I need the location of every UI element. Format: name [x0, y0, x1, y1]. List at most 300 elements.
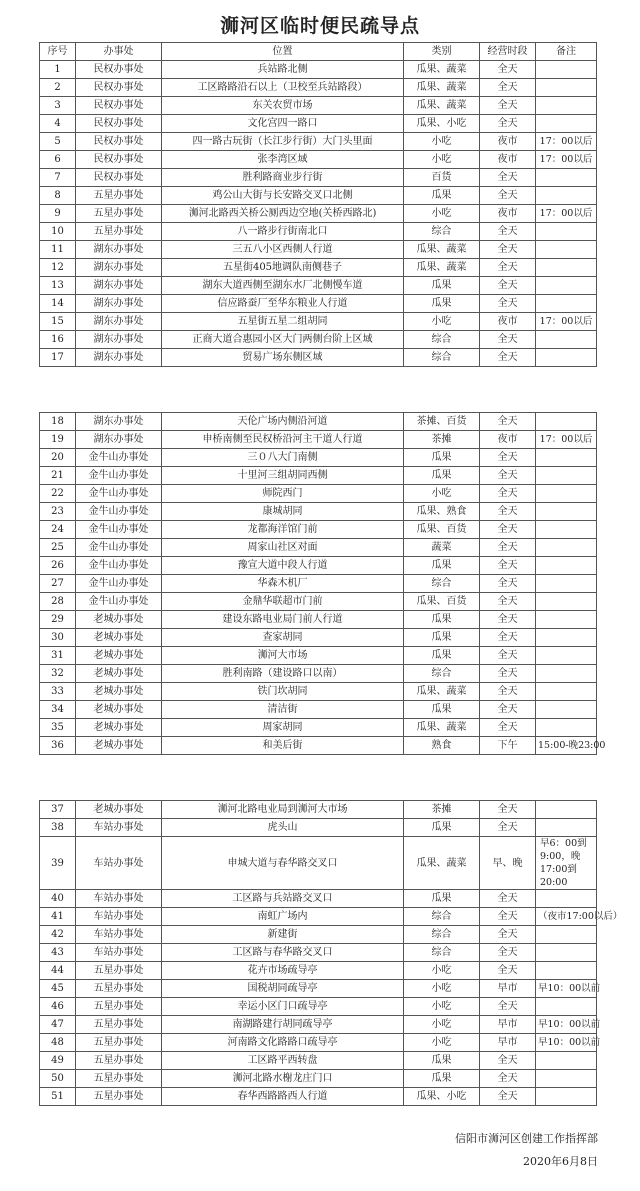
cell-office: 民权办事处 — [76, 115, 162, 133]
table-row — [40, 503, 597, 521]
cell-row-number: 8 — [40, 187, 76, 205]
cell-category: 瓜果 — [404, 701, 480, 719]
table-row — [40, 133, 597, 151]
cell-remark — [536, 819, 597, 837]
cell-remark: 15:00-晚23:00 — [536, 737, 597, 755]
cell-hours: 全天 — [480, 683, 536, 701]
cell-hours: 全天 — [480, 962, 536, 980]
table-row — [40, 1070, 597, 1088]
cell-remark — [536, 719, 597, 737]
cell-hours: 早市 — [480, 1016, 536, 1034]
cell-category: 综合 — [404, 223, 480, 241]
cell-location: 新建街 — [162, 926, 404, 944]
table-row — [40, 1034, 597, 1052]
table-row — [40, 593, 597, 611]
cell-remark — [536, 503, 597, 521]
cell-office: 湖东办事处 — [76, 431, 162, 449]
cell-hours: 全天 — [480, 629, 536, 647]
cell-location: 工区路与兵站路交叉口 — [162, 890, 404, 908]
cell-office: 五星办事处 — [76, 1070, 162, 1088]
table-row — [40, 313, 597, 331]
cell-remark: 17：00以后 — [536, 205, 597, 223]
cell-location: 浉河大市场 — [162, 647, 404, 665]
table-row — [40, 944, 597, 962]
table-row — [40, 737, 597, 755]
column-header-hours: 经营时段 — [480, 43, 536, 61]
cell-category: 小吃 — [404, 998, 480, 1016]
cell-location: 文化宫四一路口 — [162, 115, 404, 133]
cell-office: 金牛山办事处 — [76, 539, 162, 557]
cell-office: 民权办事处 — [76, 97, 162, 115]
cell-office: 金牛山办事处 — [76, 503, 162, 521]
cell-row-number: 16 — [40, 331, 76, 349]
cell-location: 湖东大道西侧至湖东水厂北侧慢车道 — [162, 277, 404, 295]
cell-row-number: 9 — [40, 205, 76, 223]
cell-hours: 早、晚 — [480, 837, 536, 890]
cell-category: 综合 — [404, 926, 480, 944]
column-header-row-number: 序号 — [40, 43, 76, 61]
cell-category: 综合 — [404, 575, 480, 593]
table-row — [40, 926, 597, 944]
cell-remark — [536, 97, 597, 115]
cell-row-number: 13 — [40, 277, 76, 295]
cell-office: 五星办事处 — [76, 1052, 162, 1070]
cell-remark — [536, 1088, 597, 1106]
cell-remark — [536, 629, 597, 647]
cell-office: 五星办事处 — [76, 980, 162, 998]
cell-row-number: 7 — [40, 169, 76, 187]
cell-office: 金牛山办事处 — [76, 485, 162, 503]
cell-remark — [536, 998, 597, 1016]
cell-category: 瓜果、蔬菜 — [404, 259, 480, 277]
cell-row-number: 22 — [40, 485, 76, 503]
cell-category: 瓜果 — [404, 1070, 480, 1088]
cell-row-number: 26 — [40, 557, 76, 575]
cell-office: 五星办事处 — [76, 223, 162, 241]
cell-row-number: 18 — [40, 413, 76, 431]
cell-category: 茶摊 — [404, 801, 480, 819]
cell-location: 三五八小区西侧人行道 — [162, 241, 404, 259]
cell-remark — [536, 115, 597, 133]
cell-hours: 全天 — [480, 115, 536, 133]
cell-remark — [536, 349, 597, 367]
cell-hours: 全天 — [480, 331, 536, 349]
cell-remark — [536, 61, 597, 79]
cell-row-number: 28 — [40, 593, 76, 611]
cell-location: 申城大道与春华路交叉口 — [162, 837, 404, 890]
cell-location: 建设东路电业局门前人行道 — [162, 611, 404, 629]
cell-location: 五星街五星二组胡同 — [162, 313, 404, 331]
cell-hours: 全天 — [480, 79, 536, 97]
cell-location: 三０八大门南侧 — [162, 449, 404, 467]
table-row — [40, 1088, 597, 1106]
cell-office: 老城办事处 — [76, 665, 162, 683]
table-row — [40, 151, 597, 169]
table-row — [40, 205, 597, 223]
cell-category: 小吃 — [404, 133, 480, 151]
cell-category: 瓜果 — [404, 557, 480, 575]
cell-remark — [536, 1052, 597, 1070]
cell-row-number: 10 — [40, 223, 76, 241]
cell-category: 瓜果 — [404, 647, 480, 665]
cell-location: 豫宣大道中段人行道 — [162, 557, 404, 575]
cell-office: 五星办事处 — [76, 962, 162, 980]
table-row — [40, 521, 597, 539]
table-row — [40, 449, 597, 467]
cell-hours: 全天 — [480, 575, 536, 593]
cell-office: 湖东办事处 — [76, 313, 162, 331]
cell-hours: 全天 — [480, 187, 536, 205]
cell-hours: 夜市 — [480, 133, 536, 151]
cell-location: 查家胡同 — [162, 629, 404, 647]
cell-hours: 下午 — [480, 737, 536, 755]
cell-office: 金牛山办事处 — [76, 521, 162, 539]
cell-office: 五星办事处 — [76, 205, 162, 223]
cell-office: 车站办事处 — [76, 926, 162, 944]
cell-category: 瓜果 — [404, 1052, 480, 1070]
cell-remark — [536, 557, 597, 575]
cell-location: 南湖路建行胡同疏导亭 — [162, 1016, 404, 1034]
cell-category: 瓜果、蔬菜 — [404, 97, 480, 115]
cell-hours: 全天 — [480, 295, 536, 313]
cell-category: 瓜果 — [404, 819, 480, 837]
cell-hours: 全天 — [480, 890, 536, 908]
cell-category: 瓜果、小吃 — [404, 1088, 480, 1106]
cell-office: 金牛山办事处 — [76, 449, 162, 467]
cell-location: 龙都海洋馆门前 — [162, 521, 404, 539]
cell-remark: 17：00以后 — [536, 431, 597, 449]
cell-location: 兵站路北侧 — [162, 61, 404, 79]
cell-remark — [536, 169, 597, 187]
table-row — [40, 683, 597, 701]
cell-remark: 早10：00以前 — [536, 980, 597, 998]
cell-category: 综合 — [404, 944, 480, 962]
cell-row-number: 47 — [40, 1016, 76, 1034]
table-row — [40, 413, 597, 431]
cell-remark: 17：00以后 — [536, 151, 597, 169]
cell-remark — [536, 1070, 597, 1088]
cell-row-number: 2 — [40, 79, 76, 97]
cell-category: 瓜果 — [404, 295, 480, 313]
cell-hours: 全天 — [480, 593, 536, 611]
cell-hours: 全天 — [480, 1070, 536, 1088]
cell-category: 瓜果 — [404, 467, 480, 485]
cell-office: 老城办事处 — [76, 801, 162, 819]
table-row — [40, 1016, 597, 1034]
cell-location: 贸易广场东侧区域 — [162, 349, 404, 367]
cell-hours: 全天 — [480, 223, 536, 241]
table-row — [40, 169, 597, 187]
cell-row-number: 5 — [40, 133, 76, 151]
cell-hours: 夜市 — [480, 205, 536, 223]
cell-category: 综合 — [404, 349, 480, 367]
table-row — [40, 890, 597, 908]
cell-hours: 夜市 — [480, 431, 536, 449]
cell-row-number: 30 — [40, 629, 76, 647]
issuer-signature: 信阳市浉河区创建工作指挥部 — [455, 1132, 598, 1145]
cell-row-number: 29 — [40, 611, 76, 629]
cell-remark — [536, 926, 597, 944]
cell-hours: 全天 — [480, 61, 536, 79]
cell-hours: 全天 — [480, 503, 536, 521]
cell-location: 周家山社区对面 — [162, 539, 404, 557]
table-row — [40, 241, 597, 259]
cell-location: 胜利路商业步行街 — [162, 169, 404, 187]
cell-row-number: 24 — [40, 521, 76, 539]
cell-row-number: 3 — [40, 97, 76, 115]
cell-category: 综合 — [404, 331, 480, 349]
schedule-table-part-1 — [39, 42, 597, 367]
cell-hours: 全天 — [480, 241, 536, 259]
cell-hours: 早市 — [480, 1034, 536, 1052]
table-row — [40, 998, 597, 1016]
cell-category: 小吃 — [404, 485, 480, 503]
cell-hours: 全天 — [480, 349, 536, 367]
cell-category: 茶摊、百货 — [404, 413, 480, 431]
cell-hours: 全天 — [480, 259, 536, 277]
table-row — [40, 485, 597, 503]
cell-location: 浉河北路电业局到浉河大市场 — [162, 801, 404, 819]
cell-office: 民权办事处 — [76, 133, 162, 151]
cell-category: 瓜果 — [404, 890, 480, 908]
cell-remark — [536, 295, 597, 313]
table-row — [40, 97, 597, 115]
cell-row-number: 32 — [40, 665, 76, 683]
cell-remark: 17：00以后 — [536, 133, 597, 151]
cell-row-number: 51 — [40, 1088, 76, 1106]
cell-row-number: 14 — [40, 295, 76, 313]
cell-location: 花卉市场疏导亭 — [162, 962, 404, 980]
table-header-row — [40, 43, 597, 61]
cell-remark — [536, 331, 597, 349]
table-row — [40, 801, 597, 819]
cell-location: 东关农贸市场 — [162, 97, 404, 115]
cell-remark — [536, 449, 597, 467]
cell-category: 百货 — [404, 169, 480, 187]
cell-remark — [536, 665, 597, 683]
cell-hours: 全天 — [480, 539, 536, 557]
table-row — [40, 331, 597, 349]
cell-office: 车站办事处 — [76, 890, 162, 908]
cell-location: 正商大道合惠园小区大门两侧台阶上区域 — [162, 331, 404, 349]
cell-location: 春华西路路西人行道 — [162, 1088, 404, 1106]
cell-office: 五星办事处 — [76, 1034, 162, 1052]
cell-category: 小吃 — [404, 1016, 480, 1034]
cell-row-number: 34 — [40, 701, 76, 719]
column-header-category: 类别 — [404, 43, 480, 61]
cell-remark — [536, 944, 597, 962]
cell-hours: 全天 — [480, 557, 536, 575]
cell-hours: 全天 — [480, 467, 536, 485]
table-row — [40, 575, 597, 593]
cell-row-number: 27 — [40, 575, 76, 593]
cell-office: 湖东办事处 — [76, 331, 162, 349]
cell-row-number: 21 — [40, 467, 76, 485]
cell-remark — [536, 223, 597, 241]
cell-office: 金牛山办事处 — [76, 593, 162, 611]
cell-hours: 全天 — [480, 701, 536, 719]
cell-remark: 17：00以后 — [536, 313, 597, 331]
cell-category: 小吃 — [404, 205, 480, 223]
schedule-table-part-2 — [39, 412, 606, 755]
cell-hours: 全天 — [480, 819, 536, 837]
table-row — [40, 629, 597, 647]
table-row — [40, 187, 597, 205]
cell-category: 瓜果、熟食 — [404, 503, 480, 521]
cell-location: 金鼎华联超市门前 — [162, 593, 404, 611]
cell-remark — [536, 187, 597, 205]
cell-category: 瓜果、蔬菜 — [404, 837, 480, 890]
cell-office: 老城办事处 — [76, 629, 162, 647]
cell-location: 五星街405地调队南侧巷子 — [162, 259, 404, 277]
cell-remark: 早10：00以前 — [536, 1034, 597, 1052]
cell-location: 清洁街 — [162, 701, 404, 719]
cell-row-number: 37 — [40, 801, 76, 819]
cell-hours: 全天 — [480, 97, 536, 115]
cell-remark — [536, 647, 597, 665]
cell-category: 瓜果 — [404, 611, 480, 629]
cell-remark — [536, 962, 597, 980]
cell-row-number: 1 — [40, 61, 76, 79]
cell-hours: 全天 — [480, 719, 536, 737]
cell-office: 湖东办事处 — [76, 277, 162, 295]
column-header-remark: 备注 — [536, 43, 597, 61]
cell-hours: 全天 — [480, 169, 536, 187]
cell-hours: 全天 — [480, 1052, 536, 1070]
cell-row-number: 20 — [40, 449, 76, 467]
table-row — [40, 611, 597, 629]
cell-hours: 全天 — [480, 998, 536, 1016]
cell-location: 工区路路沿石以上（卫校至兵站路段） — [162, 79, 404, 97]
cell-row-number: 45 — [40, 980, 76, 998]
cell-location: 张李湾区域 — [162, 151, 404, 169]
cell-office: 湖东办事处 — [76, 241, 162, 259]
cell-row-number: 38 — [40, 819, 76, 837]
table-row — [40, 467, 597, 485]
cell-hours: 全天 — [480, 521, 536, 539]
cell-location: 和美后街 — [162, 737, 404, 755]
cell-row-number: 40 — [40, 890, 76, 908]
cell-office: 湖东办事处 — [76, 259, 162, 277]
table-row — [40, 665, 597, 683]
cell-category: 综合 — [404, 908, 480, 926]
cell-office: 金牛山办事处 — [76, 557, 162, 575]
cell-office: 老城办事处 — [76, 647, 162, 665]
page-title: 浉河区临时便民疏导点 — [219, 15, 420, 37]
cell-row-number: 46 — [40, 998, 76, 1016]
cell-remark — [536, 593, 597, 611]
table-row — [40, 259, 597, 277]
cell-remark — [536, 79, 597, 97]
cell-row-number: 4 — [40, 115, 76, 133]
cell-category: 小吃 — [404, 962, 480, 980]
cell-category: 瓜果、蔬菜 — [404, 79, 480, 97]
table-row — [40, 837, 597, 890]
table-row — [40, 719, 597, 737]
cell-office: 车站办事处 — [76, 944, 162, 962]
cell-row-number: 48 — [40, 1034, 76, 1052]
table-row — [40, 79, 597, 97]
cell-row-number: 23 — [40, 503, 76, 521]
cell-location: 天伦广场内侧沿河道 — [162, 413, 404, 431]
cell-category: 小吃 — [404, 1034, 480, 1052]
table-row — [40, 980, 597, 998]
cell-office: 民权办事处 — [76, 169, 162, 187]
cell-location: 八一路步行街南北口 — [162, 223, 404, 241]
cell-hours: 全天 — [480, 944, 536, 962]
cell-remark — [536, 241, 597, 259]
cell-hours: 全天 — [480, 277, 536, 295]
cell-row-number: 15 — [40, 313, 76, 331]
cell-hours: 全天 — [480, 801, 536, 819]
schedule-table-part-3 — [39, 800, 623, 1106]
cell-row-number: 44 — [40, 962, 76, 980]
table-row — [40, 962, 597, 980]
cell-remark — [536, 611, 597, 629]
cell-office: 民权办事处 — [76, 151, 162, 169]
cell-hours: 全天 — [480, 1088, 536, 1106]
cell-office: 湖东办事处 — [76, 413, 162, 431]
cell-remark — [536, 467, 597, 485]
cell-remark — [536, 521, 597, 539]
cell-location: 河南路文化路路口疏导亭 — [162, 1034, 404, 1052]
cell-remark — [536, 259, 597, 277]
cell-remark — [536, 701, 597, 719]
cell-row-number: 11 — [40, 241, 76, 259]
cell-remark — [536, 575, 597, 593]
cell-location: 鸡公山大街与长安路交叉口北侧 — [162, 187, 404, 205]
table-row — [40, 61, 597, 79]
cell-office: 车站办事处 — [76, 819, 162, 837]
cell-remark: 早6：00到9:00，晚17:00到20:00 — [536, 837, 597, 890]
cell-remark — [536, 485, 597, 503]
cell-remark — [536, 801, 597, 819]
cell-row-number: 6 — [40, 151, 76, 169]
cell-row-number: 17 — [40, 349, 76, 367]
cell-location: 十里河三组胡同西侧 — [162, 467, 404, 485]
cell-category: 熟食 — [404, 737, 480, 755]
cell-row-number: 50 — [40, 1070, 76, 1088]
cell-office: 五星办事处 — [76, 1016, 162, 1034]
cell-hours: 全天 — [480, 908, 536, 926]
cell-location: 工区路平西转盘 — [162, 1052, 404, 1070]
cell-hours: 夜市 — [480, 151, 536, 169]
cell-category: 小吃 — [404, 151, 480, 169]
table-row — [40, 647, 597, 665]
cell-row-number: 31 — [40, 647, 76, 665]
cell-hours: 全天 — [480, 926, 536, 944]
cell-category: 瓜果 — [404, 187, 480, 205]
cell-row-number: 33 — [40, 683, 76, 701]
cell-remark — [536, 683, 597, 701]
column-header-office: 办事处 — [76, 43, 162, 61]
cell-category: 综合 — [404, 665, 480, 683]
cell-hours: 夜市 — [480, 313, 536, 331]
cell-row-number: 35 — [40, 719, 76, 737]
cell-location: 浉河北路水榭龙庄门口 — [162, 1070, 404, 1088]
cell-office: 老城办事处 — [76, 611, 162, 629]
cell-hours: 全天 — [480, 449, 536, 467]
cell-office: 湖东办事处 — [76, 295, 162, 313]
cell-location: 国税胡同疏导亭 — [162, 980, 404, 998]
table-row — [40, 223, 597, 241]
cell-category: 茶摊 — [404, 431, 480, 449]
cell-remark — [536, 413, 597, 431]
cell-row-number: 19 — [40, 431, 76, 449]
cell-remark: （夜市17:00以后） — [536, 908, 597, 926]
cell-office: 民权办事处 — [76, 61, 162, 79]
issue-date: 2020年6月8日 — [523, 1155, 598, 1168]
